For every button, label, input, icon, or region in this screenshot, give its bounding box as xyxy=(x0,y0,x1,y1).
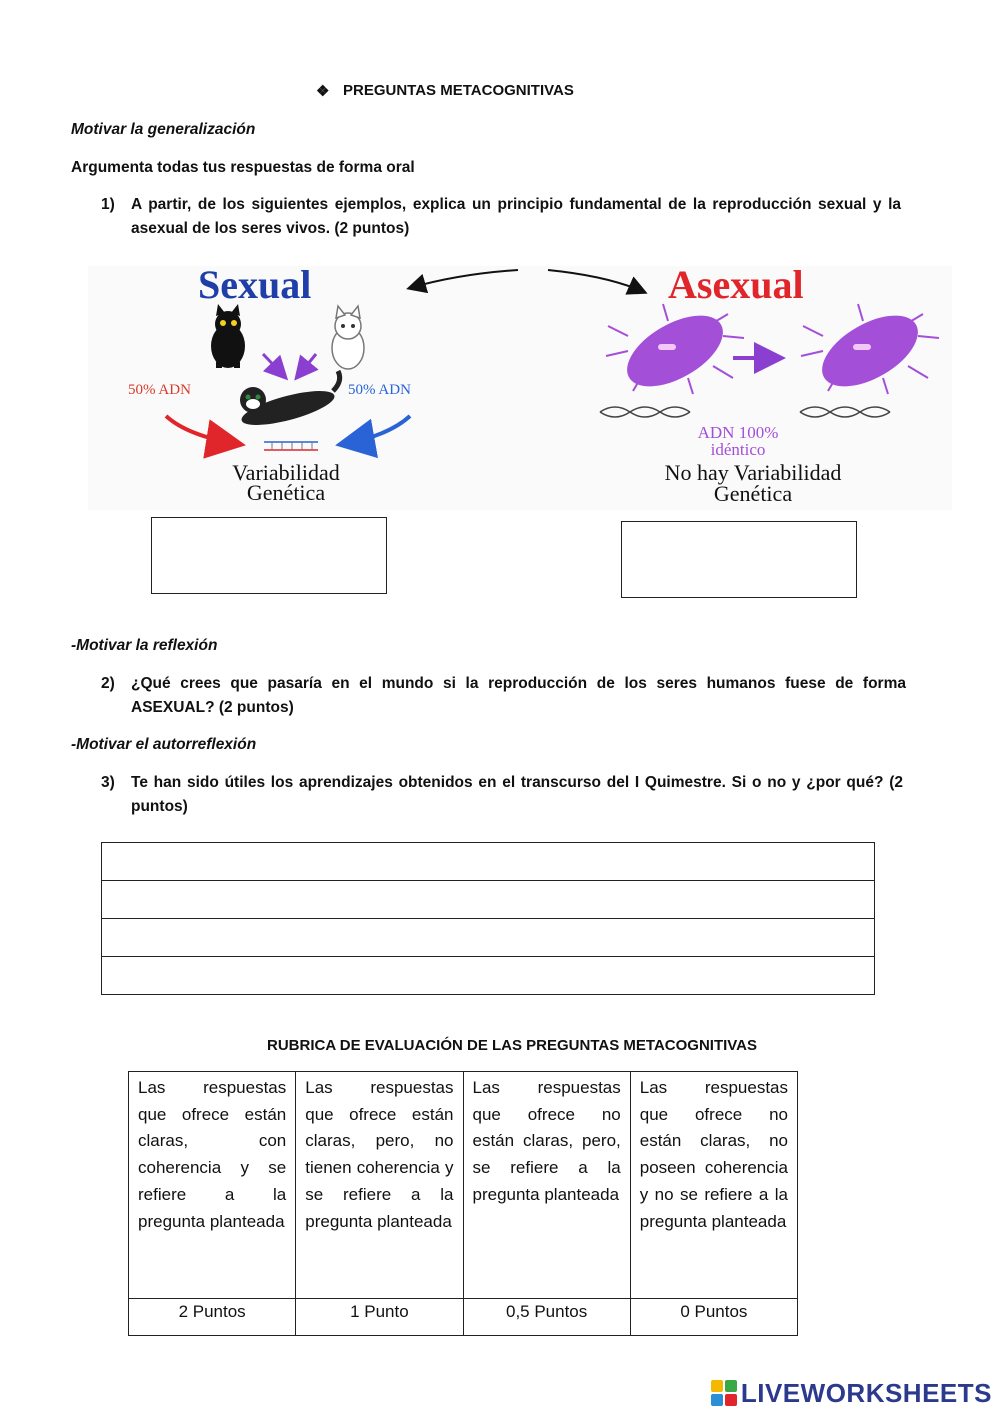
sexual-title: Sexual xyxy=(198,266,312,307)
question-2-text: ¿Qué crees que pasaría en el mundo si la reproducción de los seres humanos fuese de forma ASEXUAL? (2 puntos) xyxy=(131,675,906,716)
section-generalization: Motivar la generalización xyxy=(71,121,256,138)
reproduction-figure xyxy=(88,266,952,510)
sexual-caption-line2: Genética xyxy=(246,480,326,505)
kitten-icon xyxy=(239,371,340,432)
blue-arrow xyxy=(343,416,410,444)
question-3-text: Te han sido útiles los aprendizajes obtenidos en el transcurso del I Quimestre. Si o no y ¿por qué? (2 puntos) xyxy=(131,774,903,815)
sexual-answer-box[interactable] xyxy=(151,517,387,594)
asexual-caption-line2: Genética xyxy=(713,481,793,506)
asexual-dna-line2: idéntico xyxy=(710,440,766,459)
section-reflection: -Motivar la reflexión xyxy=(71,637,218,654)
black-cat-icon xyxy=(211,304,245,368)
liveworksheets-logo xyxy=(711,1376,992,1410)
bacteria-left-icon xyxy=(606,302,744,399)
left-arrow xyxy=(410,270,518,288)
rubric-points: 1 Punto xyxy=(296,1299,463,1336)
answer-line[interactable] xyxy=(102,843,874,881)
white-cat-icon xyxy=(332,306,364,369)
question-2-number: 2) xyxy=(101,675,115,692)
answer-lines xyxy=(101,842,875,995)
rubric-title: RUBRICA DE EVALUACIÓN DE LAS PREGUNTAS METACOGNITIVAS xyxy=(267,1037,758,1054)
bacteria-right-icon xyxy=(801,302,939,399)
rubric-table xyxy=(128,1071,798,1336)
title-bullet: ❖ xyxy=(316,83,330,100)
rubric-description: Las respuestas que ofrece no están claras, no poseen coherencia y no se refiere a la pregunta planteada xyxy=(630,1072,797,1299)
liveworksheets-mark-icon xyxy=(711,1380,737,1406)
right-arrow xyxy=(548,270,644,292)
page-title: PREGUNTAS METACOGNITIVAS xyxy=(343,82,574,99)
rubric-description: Las respuestas que ofrece están claras, con coherencia y se refiere a la pregunta planteada xyxy=(129,1072,296,1299)
answer-line[interactable] xyxy=(102,919,874,957)
question-1-text: A partir, de los siguientes ejemplos, explica un principio fundamental de la reproducción sexual y la asexual de los seres vivos. (2 puntos) xyxy=(131,196,901,237)
question-1-number: 1) xyxy=(101,196,115,213)
purple-arrow-right xyxy=(298,354,316,376)
asexual-answer-box[interactable] xyxy=(621,521,857,598)
rubric-points: 0,5 Puntos xyxy=(463,1299,630,1336)
liveworksheets-wordmark: LIVEWORKSHEETS xyxy=(740,1377,992,1408)
dna-helix-right-icon xyxy=(800,407,890,417)
asexual-dna-line1: ADN 100% xyxy=(697,423,779,442)
sexual-caption-line1: Variabilidad xyxy=(232,460,340,485)
reproduction-illustration xyxy=(88,266,952,510)
rubric-description: Las respuestas que ofrece están claras, pero, no tienen coherencia y se refiere a la pregunta planteada xyxy=(296,1072,463,1299)
answer-line[interactable] xyxy=(102,957,874,994)
rubric-description: Las respuestas que ofrece no están claras, pero, se refiere a la pregunta planteada xyxy=(463,1072,630,1299)
instruction-text: Argumenta todas tus respuestas de forma oral xyxy=(71,159,415,176)
red-arrow xyxy=(166,416,238,444)
section-self-reflection: -Motivar el autorreflexión xyxy=(71,736,257,753)
purple-arrow-left xyxy=(263,354,284,376)
right-dna-label: 50% ADN xyxy=(348,382,411,398)
asexual-title: Asexual xyxy=(668,266,804,307)
dna-small-icon xyxy=(264,442,318,450)
answer-line[interactable] xyxy=(102,881,874,919)
rubric-points: 2 Puntos xyxy=(129,1299,296,1336)
dna-helix-left-icon xyxy=(600,407,690,417)
question-3-number: 3) xyxy=(101,774,115,791)
left-dna-label: 50% ADN xyxy=(128,382,191,398)
rubric-points: 0 Puntos xyxy=(630,1299,797,1336)
asexual-caption-line1: No hay Variabilidad xyxy=(664,460,842,485)
